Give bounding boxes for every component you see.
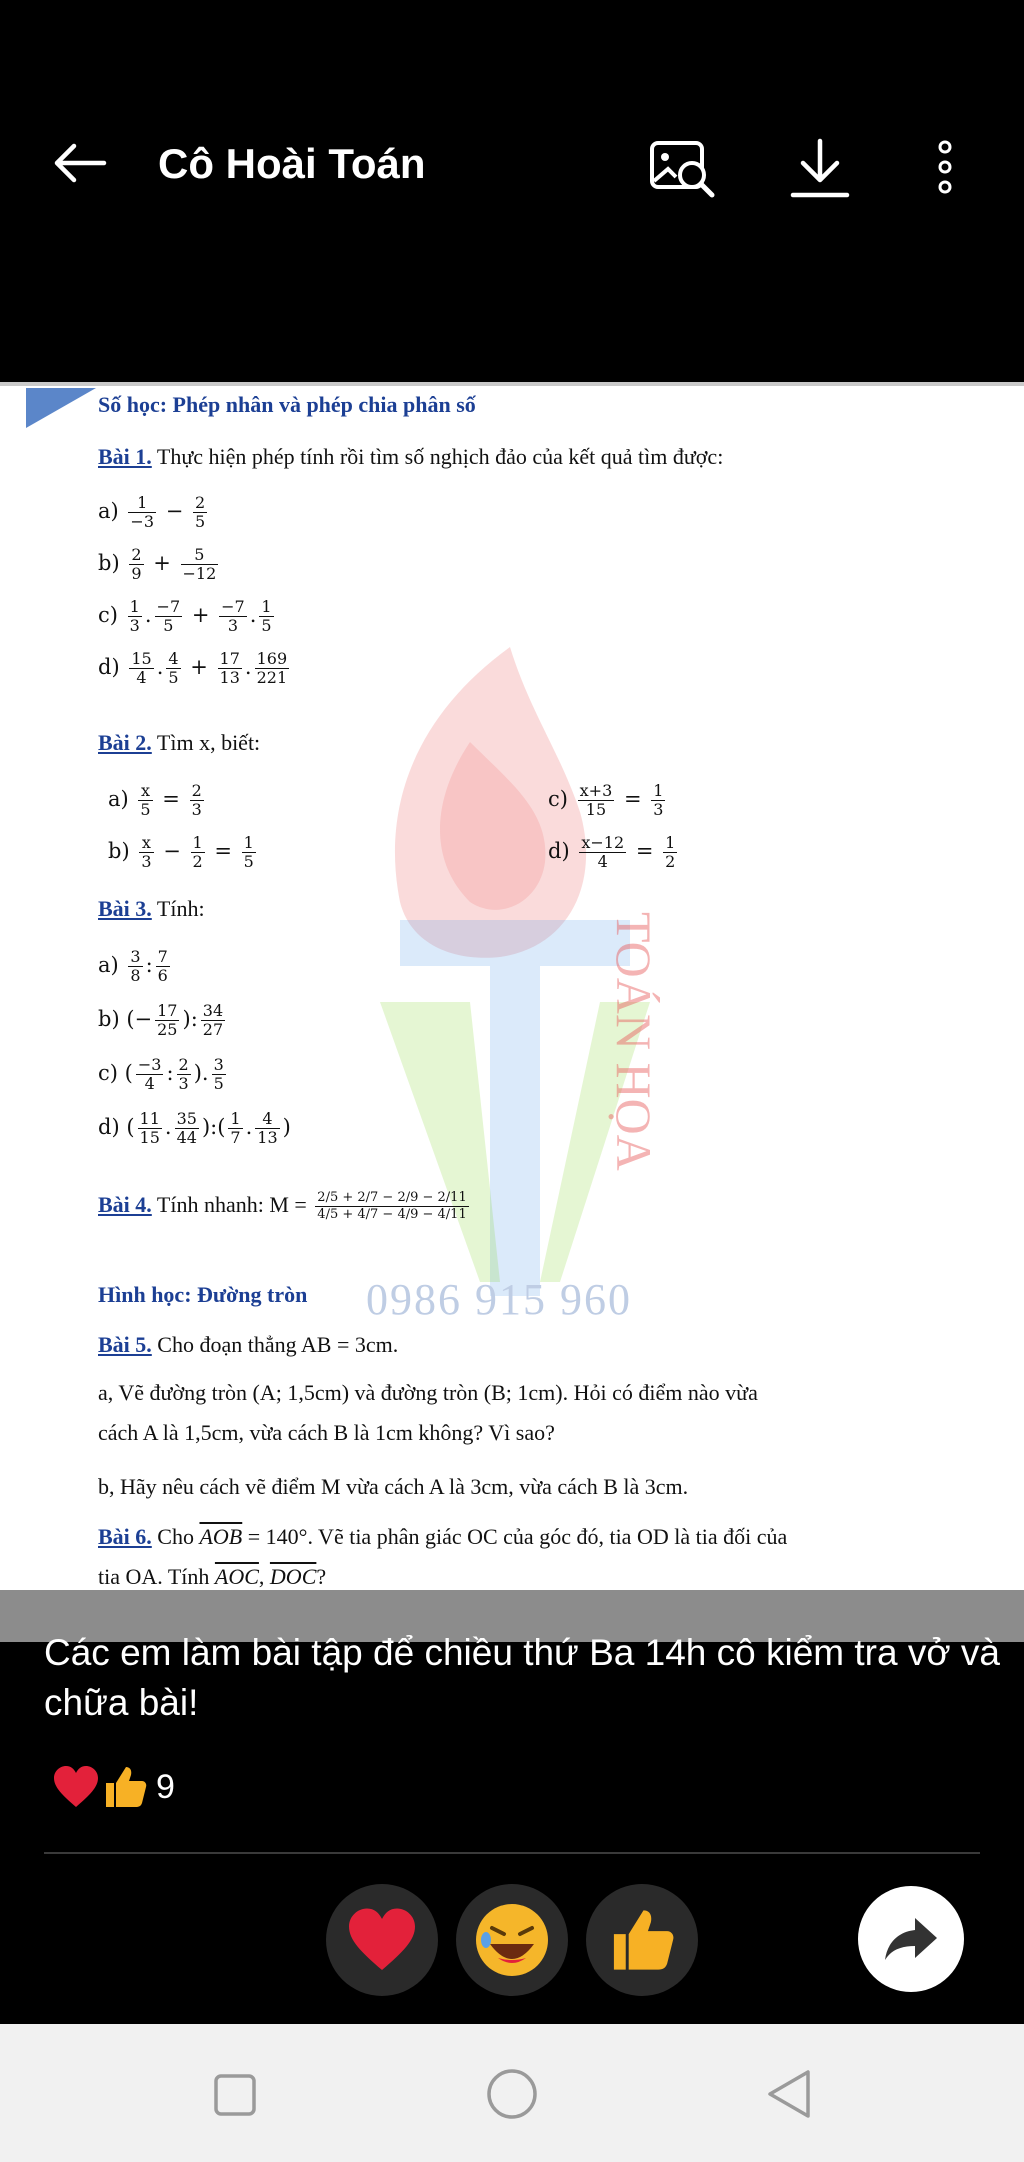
num: 5 [181,546,219,565]
bai6-label: Bài 6. [98,1524,152,1549]
heading-geometry: Hình học: Đường tròn [98,1282,308,1307]
num: 1 [653,781,664,800]
num: 1 [230,1109,241,1128]
bai2-c [548,782,668,819]
fraction [175,1110,199,1147]
paren: ) [282,1115,291,1139]
bai5-text: Cho đoạn thẳng AB = 3cm. [151,1332,399,1357]
den: 3 [129,616,140,635]
operator: : [166,1061,174,1085]
angle: $\overline{DOC}$ [269,1564,317,1589]
fraction [259,598,273,635]
den: 2 [665,852,676,871]
den: 8 [130,966,141,985]
fraction [242,834,256,871]
den: 3 [653,800,664,819]
fraction [166,650,180,687]
text: tia OA. Tính [98,1564,215,1589]
den: 25 [157,1020,178,1039]
more-vertical-icon [920,135,970,205]
paren: ( [126,1115,135,1139]
operator: : [190,1007,198,1031]
num: −7 [156,597,181,616]
label: d) [548,839,570,863]
label: c) [98,1061,118,1085]
label: c) [548,787,568,811]
num: x [139,834,153,853]
fraction [128,494,156,531]
fraction [138,1110,162,1147]
page-title: Cô Hoài Toán [158,140,426,187]
num: 35 [176,1109,197,1128]
den: 13 [219,668,240,687]
operator: . [245,1115,253,1139]
reaction-count: 9 [156,1767,175,1806]
num: 2 [191,781,202,800]
den: 15 [585,800,607,819]
heart-icon [52,1765,100,1809]
phone-watermark: 0986 915 960 [366,1275,632,1324]
operator: . [244,655,252,679]
fraction [651,782,665,819]
bai4-line [98,1190,472,1223]
square-icon [204,2064,264,2124]
bai2-text: Tìm x, biết: [151,730,261,755]
fraction [201,1002,225,1039]
fraction [156,948,170,985]
fraction [136,1056,164,1093]
text: = 140°. Vẽ tia phân giác OC của góc đó, tia OD là tia đối của [242,1524,788,1549]
fraction [128,598,142,635]
heart-react-button[interactable] [326,1884,438,1996]
fraction [181,546,219,583]
label: b) [98,551,120,575]
circle-icon [482,2064,542,2124]
fraction [193,494,207,531]
bai1-a [98,494,210,531]
heart-react-icon [345,1907,419,1973]
bai2-line [98,728,260,758]
operator: . [164,1115,172,1139]
den: 2 [192,852,203,871]
bai4-text: Tính nhanh: M = [151,1192,307,1217]
operator: = [214,839,232,863]
download-button[interactable] [785,135,855,205]
side-watermark-text: TOÁN HỌA [606,912,662,1171]
operator: = [162,787,180,811]
heading-arithmetic: Số học: Phép nhân và phép chia phân số [98,392,476,417]
num: 1 [243,833,254,852]
num: 169 [256,649,288,668]
den: 9 [131,564,142,583]
image-search-button[interactable] [648,135,718,205]
text: ? [316,1564,327,1589]
bai2-d [548,834,680,871]
system-nav-bar [0,2024,1024,2162]
num: 34 [202,1001,224,1020]
bai1-line [98,442,723,472]
fraction [212,1056,226,1093]
paren: ) [201,1115,211,1139]
paren: ) [193,1061,202,1085]
bai2-a [108,782,207,819]
paren: ) [182,1007,191,1031]
fraction [663,834,677,871]
bai3-d [98,1110,291,1147]
fraction [219,598,247,635]
operator: . [201,1061,209,1085]
more-options-button[interactable] [920,135,970,205]
den: 4 [144,1074,155,1093]
label: a) [98,499,119,523]
den: 7 [230,1128,241,1147]
fraction [129,650,153,687]
fraction [228,1110,242,1147]
den: −3 [130,512,154,531]
fraction [138,782,152,819]
num: x−12 [581,833,625,852]
label: b) [98,1007,120,1031]
fraction [191,834,205,871]
bai2-b [108,834,259,871]
num: 2 [194,493,206,512]
share-button[interactable] [858,1886,964,1992]
num: 17 [219,649,240,668]
den: 4 [597,852,608,871]
bai3-a [98,948,173,985]
operator: + [153,551,171,575]
share-icon [881,1914,941,1964]
operator: . [144,603,152,627]
num: 1 [665,833,676,852]
fraction [139,834,153,871]
operator: − [163,839,181,863]
num: 1 [128,494,156,513]
den: −12 [182,564,217,583]
angle: $\overline{AOC}$ [214,1564,259,1589]
num: 2/5 + 2/7 − 2/9 − 2/11 [317,1190,467,1206]
den: 27 [202,1020,224,1039]
bai3-label: Bài 3. [98,896,152,921]
fraction [578,782,615,819]
den: 221 [256,668,288,687]
home-button[interactable] [482,2064,542,2124]
den: 3 [141,852,152,871]
operator: + [191,603,210,627]
fraction [579,834,626,871]
num: 7 [157,947,168,966]
num: 1 [192,833,203,852]
label: b) [108,839,130,863]
bai1-c [98,598,277,635]
fraction [155,598,183,635]
recent-apps-button[interactable] [204,2064,264,2124]
fraction [155,1002,179,1039]
operator: . [249,603,257,627]
bai5-line [98,1330,398,1360]
bai5-a-line2: cách A là 1,5cm, vừa cách B là 1cm không? Vì sao? [98,1420,555,1445]
den: 5 [213,1074,224,1093]
laugh-react-icon [472,1900,552,1980]
num: 2 [131,545,142,564]
image-top-border [0,382,1024,386]
num: 3 [213,1055,224,1074]
fraction [129,546,143,583]
download-icon [785,135,855,205]
operator: − [165,499,184,523]
bai3-b [98,1002,228,1039]
den: 5 [140,800,151,819]
den: 3 [191,800,202,819]
fraction [218,650,242,687]
num: −3 [137,1055,162,1074]
num: 3 [130,947,141,966]
num: x+3 [579,781,613,800]
label: c) [98,603,118,627]
fraction [255,1110,279,1147]
num: 15 [131,649,152,668]
den: 5 [194,512,206,531]
num: 11 [139,1109,160,1128]
like-react-button[interactable] [586,1884,698,1996]
bai1-b [98,546,221,583]
bai3-line [98,894,205,924]
operator: : [210,1115,218,1139]
bai1-text: Thực hiện phép tính rồi tìm số nghịch đảo của kết quả tìm được: [151,444,724,469]
label: d) [98,1115,120,1139]
den: 15 [139,1128,160,1147]
text: , [258,1564,270,1589]
den: 4 [136,668,147,687]
nav-back-button[interactable] [760,2064,820,2124]
bai5-a-line1: a, Vẽ đường tròn (A; 1,5cm) và đường tròn (B; 1cm). Hỏi có điểm nào vừa [98,1380,758,1405]
bai3-c [98,1056,229,1093]
num: 1 [129,597,140,616]
triangle-back-icon [760,2064,820,2124]
num: −7 [221,597,245,616]
image-search-icon [648,135,718,205]
paren: (− [126,1007,153,1031]
bai1-label: Bài 1. [98,444,152,469]
bai6-line2 [98,1562,326,1590]
num: 4 [168,649,179,668]
num: 1 [261,597,272,616]
bai5-label: Bài 5. [98,1332,152,1357]
operator: + [190,655,208,679]
fraction [190,782,204,819]
paren: ( [124,1061,133,1085]
label: a) [98,953,119,977]
paren: ( [217,1115,226,1139]
corner-decoration [26,388,96,428]
den: 44 [176,1128,197,1147]
den: 3 [178,1074,189,1093]
operator: = [623,787,642,811]
operator: : [145,953,153,977]
top-bar [0,0,1024,382]
bai5-b: b, Hãy nêu cách vẽ điểm M vừa cách A là 3cm, vừa cách B là 3cm. [98,1474,689,1499]
operator: . [156,655,164,679]
den: 5 [261,616,272,635]
laugh-react-button[interactable] [456,1884,568,1996]
thumbs-up-icon [102,1765,148,1809]
bai2-label: Bài 2. [98,730,152,755]
den: 3 [227,616,238,635]
like-react-icon [608,1907,676,1973]
fraction [177,1056,191,1093]
text: Cho [151,1524,200,1549]
divider [44,1852,980,1854]
bai6-line1 [98,1522,787,1552]
reaction-summary[interactable] [52,1762,175,1812]
fraction [255,650,290,687]
arrow-left-icon [50,138,110,188]
bai4-label: Bài 4. [98,1192,152,1217]
den: 4/5 + 4/7 − 4/9 − 4/11 [317,1207,467,1223]
label: d) [98,655,120,679]
label: a) [108,787,129,811]
bai3-text: Tính: [151,896,205,921]
num: 4 [255,1110,279,1129]
den: 6 [157,966,168,985]
bai1-d [98,650,292,687]
back-button[interactable] [50,138,110,188]
den: 13 [257,1128,278,1147]
den: 5 [163,616,174,635]
operator: = [635,839,654,863]
angle: $\overline{AOB}$ [199,1524,243,1549]
worksheet-image[interactable] [0,382,1024,1590]
fraction [128,948,142,985]
post-caption: Các em làm bài tập để chiều thứ Ba 14h cô kiểm tra vở và chữa bài! [44,1632,1000,1723]
den: 5 [168,668,179,687]
num: 17 [157,1001,178,1020]
bai4-fraction [315,1190,468,1223]
den: 5 [243,852,254,871]
num: x [138,782,152,801]
num: 2 [178,1055,189,1074]
